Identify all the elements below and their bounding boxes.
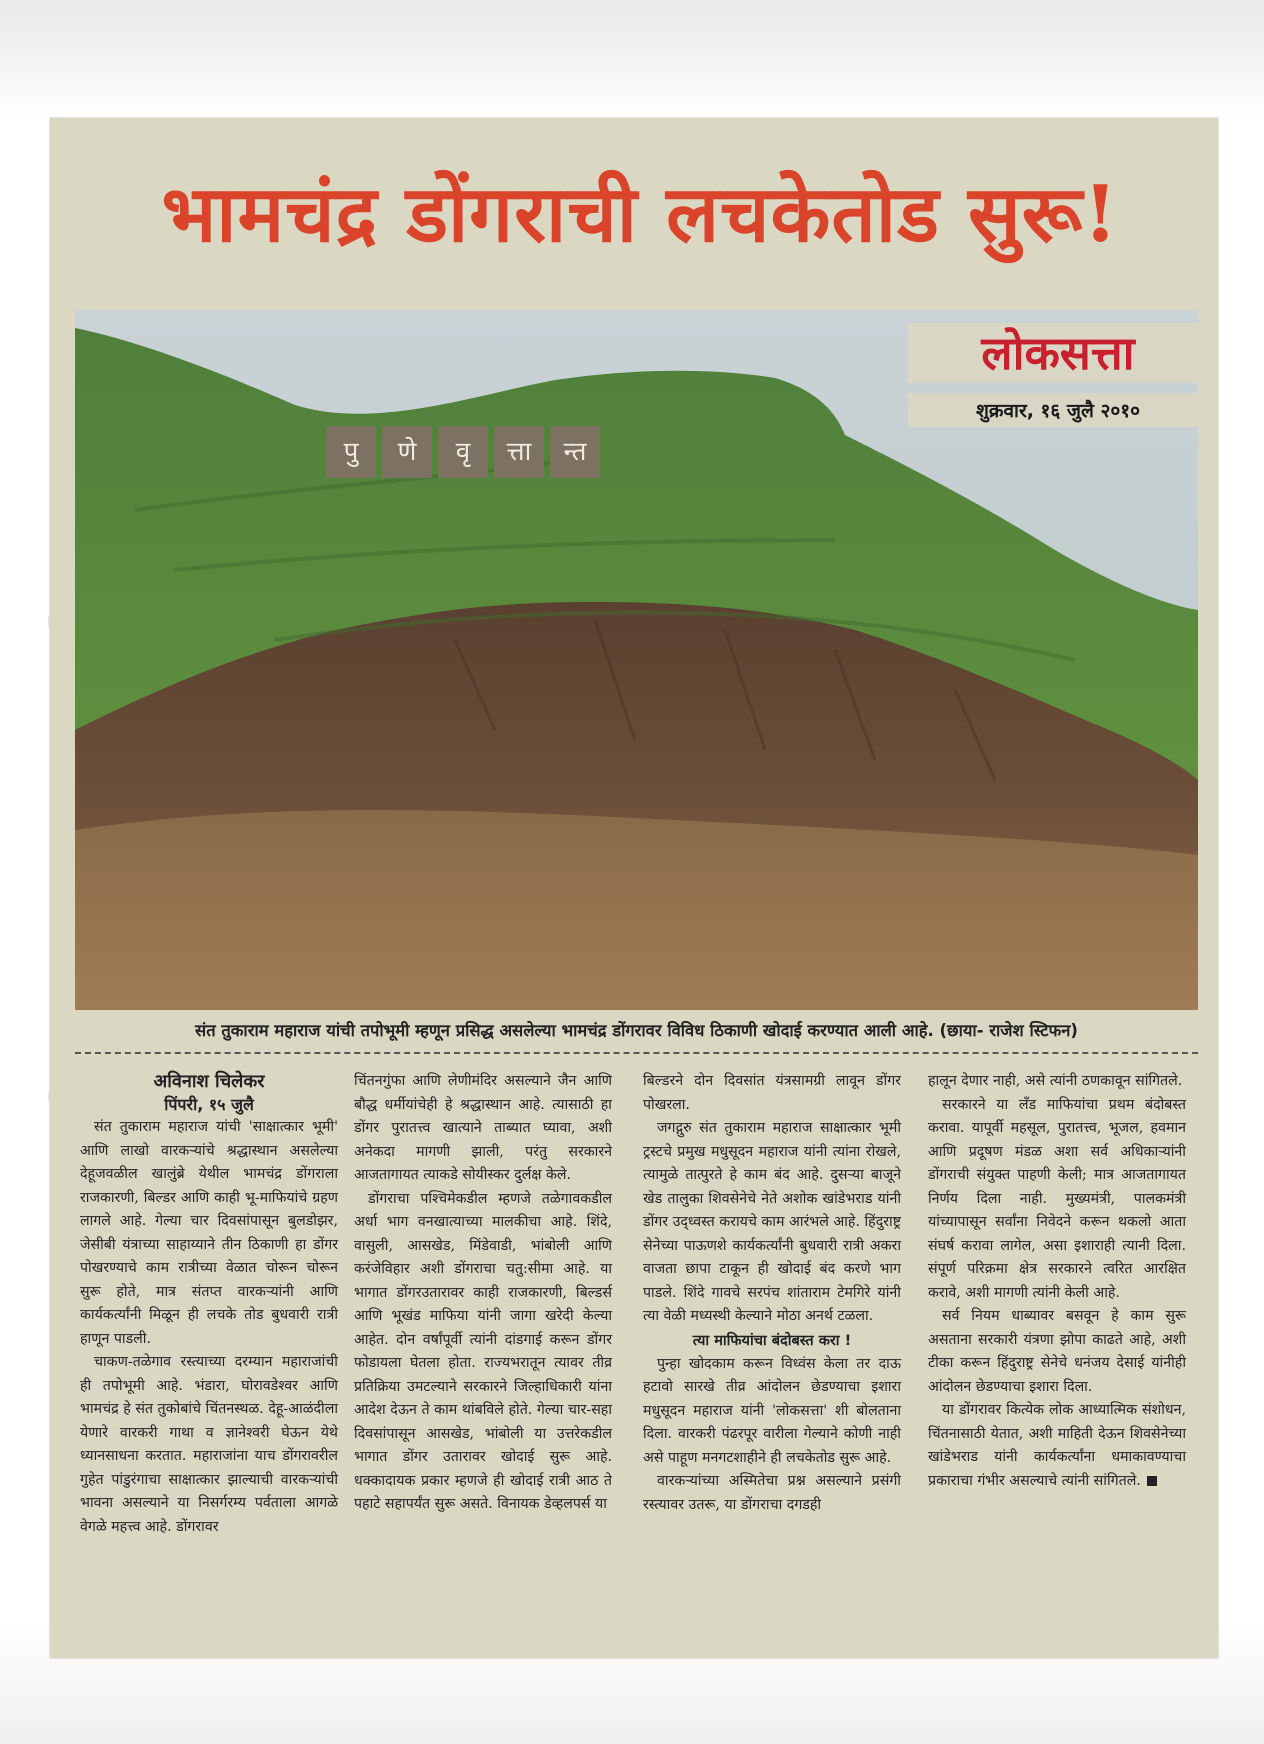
- section-tag-box: णे: [382, 426, 432, 478]
- paragraph: डोंगराचा पश्चिमेकडील म्हणजे तळेगावकडील अर्धा भाग वनखात्याच्या मालकीचा आहे. शिंदे, वासुली, आसखेड, मिंडेवाडी, भांबोली आणि करंजेविहार अशी डोंगराचा चतु:सीमा आहे. या भागात डोंगरउतारावर काही राजकारणी, बिल्डर्स आणि भूखंड माफिया यांनी जागा खरेदी केल्या आहेत. दोन वर्षांपूर्वी त्यांनी दांडगाई करून डोंगर फोडायला घेतला होता. राज्यभरातून त्यावर तीव्र प्रतिक्रिया उमटल्याने सरकारने जिल्हाधिकारी यांना आदेश देऊन ते काम थांबविले होते. गेल्या चार-सहा दिवसांपासून आसखेड, भांबोली या उत्तरेकडील भागात डोंगर उतारावर खोदाई सुरू आहे. धक्कादायक प्रकार म्हणजे ही खोदाई रात्री आठ ते पहाटे सहापर्यंत सुरू असते. विनायक डेव्हलपर्स या: [354, 1190, 612, 1512]
- paragraph: सरकारने या लँड माफियांचा प्रथम बंदोबस्त करावा. यापूर्वी महसूल, पुरातत्त्व, भूजल, हवमान आणि प्रदूषण मंडळ अशा सर्व अधिकाऱ्यांनी डोंगराची संयुक्त पाहणी केली; मात्र आजतागायत निर्णय दिला नाही. मुख्यमंत्री, पालकमंत्री यांच्यापासून सर्वांना निवेदने करून थकलो आता संघर्ष करावा लागेल, असा इशाराही त्यानी दिला. संपूर्ण परिक्रमा क्षेत्र सरकारने त्वरित आरक्षित करावे, अशी मागणी त्यांनी केली आहे.: [928, 1096, 1186, 1301]
- paragraph: सर्व नियम धाब्यावर बसवून हे काम सुरू असताना सरकारी यंत्रणा झोपा काढते आहे, अशी टीका करून हिंदुराष्ट्र सेनेचे धनंजय देसाई यांनीही आंदोलन छेडण्याचा इशारा दिला.: [928, 1308, 1186, 1395]
- photo-caption: संत तुकाराम महाराज यांची तपोभूमी म्हणून प्रसिद्ध असलेल्या भामचंद्र डोंगरावर विविध ठिकाणी खोदाई करण्यात आली आहे. (छाया- राजेश स्टिफन): [195, 1021, 1078, 1040]
- column-2: [354, 1070, 612, 1517]
- section-tag-box: पु: [326, 426, 376, 478]
- column-1: [80, 1070, 338, 1539]
- headline: भामचंद्र डोंगराची लचकेतोड सुरू!: [161, 169, 1119, 260]
- divider: [75, 1052, 1198, 1054]
- paragraph: पुन्हा खोदकाम करून विध्वंस केला तर दाऊ हटावो सारखे तीव्र आंदोलन छेडण्याचा इशारा मधुसूदन महाराज यांनी 'लोकसत्ता' शी बोलताना दिला. वारकरी पंढरपूर वारीला गेल्याने कोणी नाही असे पाहूण मनगटशाहीने ही लचकेतोड सुरू आहे.: [643, 1355, 901, 1466]
- masthead-logo: लोकसत्ता: [908, 323, 1208, 383]
- byline: [80, 1070, 338, 1116]
- paragraph: बिल्डरने दोन दिवसांत यंत्रसामग्री लावून डोंगर पोखरला.: [643, 1073, 901, 1113]
- paragraph: चिंतनगुंफा आणि लेणीमंदिर असल्याने जैन आणि बौद्ध धर्मीयांचेही हे श्रद्धास्थान आहे. त्यासाठी हा डोंगर पुरातत्त्व खात्याने ताब्यात घ्यावा, अशी अनेकदा मागणी झाली, परंतु सरकारने आजतागायत त्याकडे सोयीस्कर दुर्लक्ष केले.: [354, 1073, 612, 1183]
- byline-place-date: पिंपरी, १५ जुलै: [164, 1095, 254, 1114]
- paragraph: संत तुकाराम महाराज यांची 'साक्षात्कार भूमी' आणि लाखो वारकऱ्यांचे श्रद्धास्थान असलेल्या देहूजवळील खालुंब्रे येथील भामचंद्र डोंगराला राजकारणी, बिल्डर आणि काही भू-माफियांचे ग्रहण लागले आहे. गेल्या चार दिवसांपासून बुलडोझर, जेसीबी यंत्राच्या साहाय्याने तीन ठिकाणी हा डोंगर पोखरण्याचे काम रात्रीच्या वेळात चोरून चोरून सुरू होते, मात्र संतप्त वारकऱ्यांनी आणि कार्यकर्त्यांनी मिळून ही लचके तोड बुधवारी रात्री हाणून पाडली.: [80, 1119, 338, 1347]
- section-tag-box: त्ता: [494, 426, 544, 478]
- paragraph-text: या डोंगरावर कित्येक लोक आध्यात्मिक संशोधन, चिंतनासाठी येतात, अशी माहिती देऊन शिवसेनेच्या खांडेभराड यांनी कार्यकर्त्यांना धमाकावण्याचा प्रकाराचा गंभीर असल्याचे त्यांनी सांगितले.: [928, 1402, 1186, 1489]
- paragraph: [928, 1399, 1186, 1493]
- section-tag-box: वृ: [438, 426, 488, 478]
- column-4: [928, 1070, 1186, 1493]
- paragraph: चाकण-तळेगाव रस्त्याच्या दरम्यान महाराजांची ही तपोभूमी आहे. भंडारा, घोरावडेश्वर आणि भामचंद्र हे संत तुकोबांचे चिंतनस्थळ. देहू-आळंदीला येणारे वारकरी गाथा व ज्ञानेश्वरी घेऊन येथे ध्यानसाधना करतात. महाराजांना याच डोंगरावरील गुहेत पांडुरंगाचा साक्षात्कार झाल्याची वारकऱ्यांची भावना असल्याने या निसर्गरम्य पर्वताला आगळे वेगळे महत्त्व आहे. डोंगरावर: [80, 1354, 338, 1535]
- paragraph: हालून देणार नाही, असे त्यांनी ठणकावून सांगितले.: [928, 1073, 1183, 1089]
- end-mark-icon: [1147, 1476, 1157, 1486]
- subheading: त्या माफियांचा बंदोबस्त करा !: [692, 1332, 852, 1349]
- paragraph: जगद्गुरु संत तुकाराम महाराज साक्षात्कार भूमी ट्रस्टचे प्रमुख मधुसूदन महाराज यांनी त्यांना रोखले, त्यामुळे तात्पुरते हे काम बंद आहे. दुसऱ्या बाजूने खेड तालुका शिवसेनेचे नेते अशोक खांडेभराड यांनी डोंगर उद्ध्वस्त करायचे काम आरंभले आहे. हिंदुराष्ट्र सेनेच्या पाऊणशे कार्यकर्त्यांनी बुधवारी रात्री अकरा वाजता छापा टाकून ही खोदाई बंद करणे भाग पाडले. शिंदे गावचे सरपंच शांताराम टेमगिरे यांनी त्या वेळी मध्यस्थी केल्याने मोठा अनर्थ टळला.: [643, 1120, 901, 1324]
- newspaper-clipping: [50, 118, 1218, 1658]
- masthead-date: शुक्रवार, १६ जुलै २०१०: [908, 393, 1208, 427]
- section-tag-box: न्त: [550, 426, 600, 478]
- byline-name: अविनाश चिलेकर: [153, 1071, 265, 1092]
- column-3: [643, 1070, 901, 1517]
- section-tag: [326, 426, 600, 478]
- paragraph: वारकऱ्यांच्या अस्मितेचा प्रश्न असल्याने प्रसंगी रस्त्यावर उतरू, या डोंगराचा दगडही: [643, 1473, 901, 1513]
